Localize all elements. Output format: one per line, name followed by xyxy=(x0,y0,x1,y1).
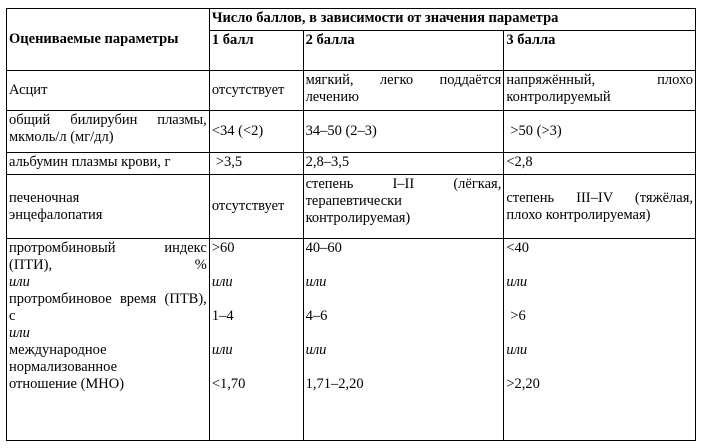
value-text: отсутствует xyxy=(211,198,285,214)
value-text: <34 (<2) xyxy=(211,123,264,139)
header-score3: 3 балла xyxy=(506,32,556,48)
header-group-label: Число баллов, в зависимости от значения параметра xyxy=(211,10,559,26)
table-row xyxy=(7,175,696,239)
value-cell xyxy=(504,71,696,111)
or-text: или xyxy=(506,274,528,290)
value-text: >3,5 xyxy=(215,154,243,170)
param-label: Асцит xyxy=(9,82,48,98)
spacer xyxy=(212,325,301,342)
value-cell xyxy=(504,239,696,441)
value-text: мягкий, легко поддаётся лечению xyxy=(305,72,502,105)
value-text: <2,8 xyxy=(506,154,533,170)
param-label-mno: международное нормализованное отношение (МНО) xyxy=(9,342,125,392)
value-mno: <1,70 xyxy=(211,376,246,392)
or-text: или xyxy=(211,274,233,290)
param-label: общий билирубин плазмы, мкмоль/л (мг/дл) xyxy=(9,112,207,145)
header-row-group xyxy=(7,9,696,31)
param-cell xyxy=(7,71,210,111)
header-params-cell xyxy=(7,9,210,71)
param-cell xyxy=(7,111,210,153)
value-ptv: >6 xyxy=(510,308,526,324)
value-text: напряжённый, плохо контролируемый xyxy=(506,72,693,105)
header-score1-cell xyxy=(209,31,303,71)
param-cell xyxy=(7,153,210,175)
value-cell xyxy=(504,175,696,239)
value-cell xyxy=(209,153,303,175)
value-mno: >2,20 xyxy=(506,376,540,392)
value-cell xyxy=(303,111,504,153)
spacer xyxy=(306,325,502,342)
spacer xyxy=(212,291,301,308)
value-cell xyxy=(504,153,696,175)
param-cell xyxy=(7,175,210,239)
child-pugh-table xyxy=(6,8,696,441)
or-text: или xyxy=(305,342,327,358)
or-text: или xyxy=(9,325,30,341)
value-pti: <40 xyxy=(506,240,530,256)
value-text: отсутствует xyxy=(211,82,285,98)
spacer xyxy=(506,291,693,308)
spacer xyxy=(306,257,502,274)
param-label-pti: протромбиновый индекс (ПТИ), % xyxy=(9,240,207,273)
value-cell xyxy=(303,239,504,441)
header-params-label: Оцениваемые параметры xyxy=(9,31,179,47)
value-ptv: 1–4 xyxy=(211,308,234,324)
spacer xyxy=(506,257,693,274)
spacer xyxy=(212,359,301,376)
header-score1: 1 балл xyxy=(211,32,254,48)
or-text: или xyxy=(305,274,327,290)
value-pti: >60 xyxy=(211,240,235,256)
value-text: >50 (>3) xyxy=(510,123,562,139)
value-pti: 40–60 xyxy=(305,240,342,256)
param-label-ptv: протромбиновое время (ПТВ), с xyxy=(9,291,207,324)
value-cell xyxy=(504,111,696,153)
value-cell xyxy=(209,111,303,153)
or-text: или xyxy=(9,274,30,290)
value-cell xyxy=(209,71,303,111)
header-score3-cell xyxy=(504,31,696,71)
value-cell xyxy=(209,239,303,441)
table-row-coagulation xyxy=(7,239,696,441)
value-cell xyxy=(303,175,504,239)
table-row xyxy=(7,71,696,111)
value-cell xyxy=(303,153,504,175)
param-cell xyxy=(7,239,210,441)
spacer xyxy=(306,291,502,308)
header-score2: 2 балла xyxy=(305,32,355,48)
value-text: 34–50 (2–3) xyxy=(305,123,377,139)
spacer xyxy=(506,359,693,376)
table-row xyxy=(7,111,696,153)
param-label: печеночная энцефалопатия xyxy=(9,189,103,223)
spacer xyxy=(506,325,693,342)
value-ptv: 4–6 xyxy=(305,308,328,324)
param-label: альбумин плазмы крови, г xyxy=(9,154,171,170)
value-mno: 1,71–2,20 xyxy=(305,376,364,392)
header-group-cell xyxy=(209,9,695,31)
or-text: или xyxy=(506,342,528,358)
spacer xyxy=(212,257,301,274)
header-score2-cell xyxy=(303,31,504,71)
value-cell xyxy=(209,175,303,239)
value-cell xyxy=(303,71,504,111)
value-text: 2,8–3,5 xyxy=(305,154,350,170)
value-text: степень I–II (лёгкая, терапевтически контролируемая) xyxy=(305,176,502,226)
spacer xyxy=(306,359,502,376)
value-text: степень III–IV (тяжёлая, плохо контролируемая) xyxy=(506,189,693,223)
table-row xyxy=(7,153,696,175)
or-text: или xyxy=(211,342,233,358)
